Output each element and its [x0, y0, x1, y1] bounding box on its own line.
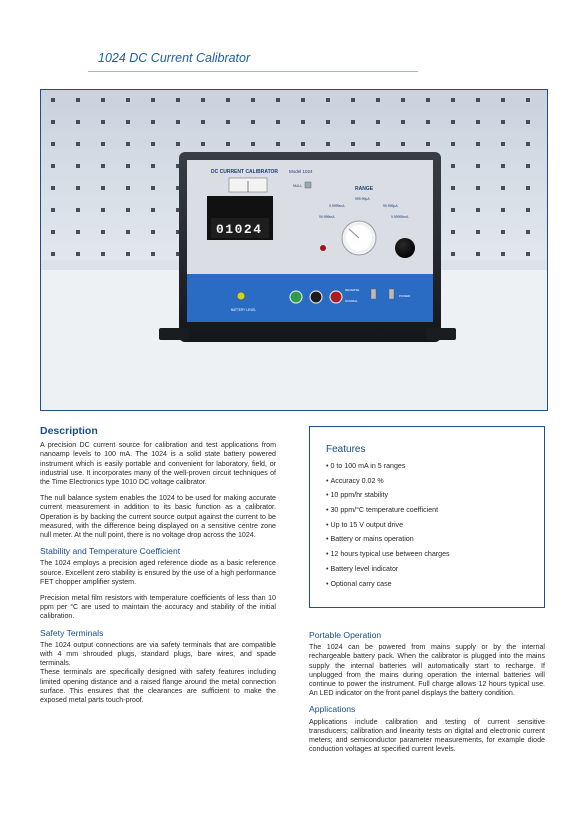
- power-switch: [389, 289, 394, 299]
- positive-terminal: [330, 291, 342, 303]
- battery-level-label: BATTERY LEVEL: [231, 308, 257, 312]
- digit-display-value: 01024: [216, 222, 263, 237]
- ground-terminal: [290, 291, 302, 303]
- features-heading: Features: [326, 444, 366, 455]
- calibrator-illustration: [41, 90, 547, 410]
- portable-paragraph: The 1024 can be powered from mains supply or by the internal rechargeable battery pack. When the calibrator is plugged into the mains supply the internal batteries will automatically start to recharge. If unplugged from the mains during operation the internal batteries will continue to power the instrument. Full charge allows 12 hours typical use. An LED indicator on the front panel displays the battery condition.: [309, 643, 545, 698]
- range-value-1: 999.99µA: [355, 197, 370, 201]
- safety-paragraph: The 1024 output connections are via safety terminals that are compatible with 4 mm shrouded plugs, standard plugs, bare wires, and spade terminals. These terminals are specifically designed with safety features including limited opening distance and a raised flange around the metal connection surface. This ensures that the clearances are sufficient to make the exposed metal parts touch-proof.: [40, 640, 276, 705]
- feature-item: • Battery or mains operation: [326, 534, 544, 549]
- range-label: RANGE: [355, 186, 374, 192]
- range-value-4: 99.999mA: [319, 215, 335, 219]
- panel-title-text: DC CURRENT CALIBRATOR: [211, 169, 279, 175]
- reverse-label: REVERSE: [345, 288, 360, 292]
- feature-item: • Battery level indicator: [326, 564, 544, 579]
- power-label: POWER: [399, 294, 411, 298]
- stability-paragraph-2: Precision metal film resistors with temperature coefficients of less than 10 ppm per °C are used to maintain the accuracy and stability of the initial calibration.: [40, 594, 276, 621]
- features-box: [309, 426, 545, 608]
- battery-led: [237, 292, 245, 300]
- feature-item: • Optional carry case: [326, 579, 544, 594]
- panel-model-text: Model 1024: [289, 169, 313, 174]
- range-value-2: 9.9999mA: [329, 204, 345, 208]
- applications-heading: Applications: [309, 704, 356, 715]
- stability-paragraph-1: The 1024 employs a precision aged reference diode as a basic reference source. Excellent zero stability is ensured by the use of a high performance FET chopper amplifier system.: [40, 559, 276, 586]
- feature-item: • 0 to 100 mA in 5 ranges: [326, 461, 544, 476]
- description-heading: Description: [40, 425, 98, 437]
- feature-item: • Accuracy 0.02 %: [326, 476, 544, 491]
- feature-item: • Up to 15 V output drive: [326, 520, 544, 535]
- applications-paragraph: Applications include calibration and testing of current sensitive transducers; calibration and linearity tests on digital and electronic current meters; and semiconductor parameter measurements, for example diode conduction voltages at specified current levels.: [309, 717, 545, 754]
- page-title: 1024 DC Current Calibrator: [98, 51, 251, 65]
- title-divider: [88, 71, 418, 72]
- left-column: [40, 427, 276, 712]
- feature-item: • 30 ppm/°C temperature coefficient: [326, 505, 544, 520]
- range-value-3: 99.999µA: [383, 204, 398, 208]
- feature-item: • 10 ppm/hr stability: [326, 490, 544, 505]
- safety-heading: Safety Terminals: [40, 627, 104, 638]
- features-list: [326, 461, 544, 593]
- range-value-5: 0.99999mA: [391, 215, 409, 219]
- null-switch-label: NULL: [293, 184, 302, 188]
- product-photo: [40, 89, 548, 411]
- null-toggle-switch: [305, 182, 311, 188]
- right-column: [309, 631, 545, 761]
- feature-item: • 12 hours typical use between charges: [326, 549, 544, 564]
- fine-adjust-knob: [395, 238, 415, 258]
- polarity-switch: [371, 289, 376, 299]
- null-led: [320, 245, 326, 251]
- right-foot: [426, 328, 456, 340]
- left-foot: [159, 328, 189, 340]
- description-paragraph-1: A precision DC current source for calibration and test applications from nanoamp levels to 100 mA. The 1024 is a solid state battery powered instrument which is easily portable and convenient for laboratory, field, or industrial use. It incorporates many of the well-proven circuit techniques of the Time Electronics type 1010 DC voltage calibrator.: [40, 441, 276, 487]
- normal-label: NORMAL: [345, 299, 358, 303]
- description-paragraph-2: The null balance system enables the 1024 to be used for making accurate current measurement in addition to its basic function as a calibrator. Operation is by backing the current source output against the current to be measured, with the difference being displayed on a sensitive centre zone null meter. At the null point, there is no voltage drop across the 1024.: [40, 494, 276, 540]
- negative-terminal: [310, 291, 322, 303]
- stability-heading: Stability and Temperature Coefficient: [40, 546, 181, 557]
- portable-heading: Portable Operation: [309, 630, 382, 640]
